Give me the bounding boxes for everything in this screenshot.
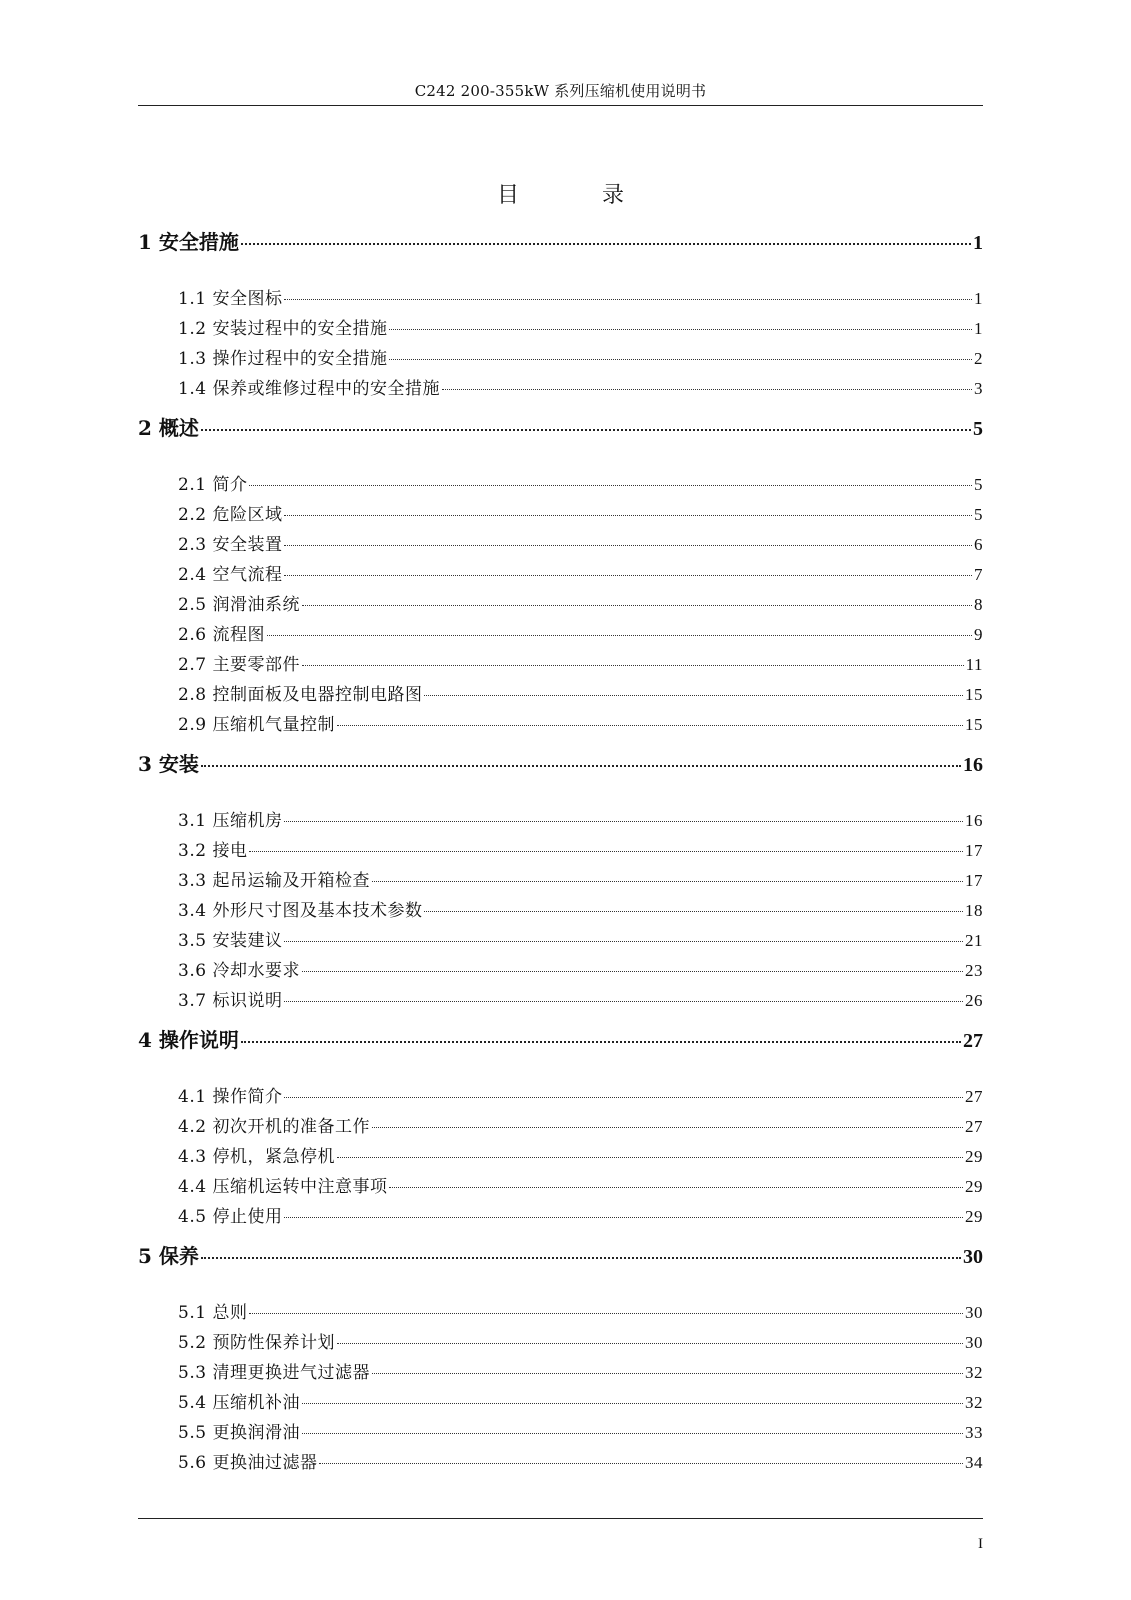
dot-leader xyxy=(201,1257,961,1259)
dot-leader xyxy=(284,1097,963,1098)
toc-subsection-title: 2.4 空气流程 xyxy=(178,565,283,585)
toc-subsection-page: 3 xyxy=(974,379,983,398)
dot-leader xyxy=(372,1373,963,1374)
toc-subsection-title: 3.6 冷却水要求 xyxy=(178,961,300,981)
toc-subsection-title: 3.5 安装建议 xyxy=(178,931,283,951)
toc-subsection-title: 5.3 清理更换进气过滤器 xyxy=(178,1363,370,1383)
toc-section xyxy=(138,1024,983,1232)
footer-rule xyxy=(138,1518,983,1519)
dot-leader xyxy=(424,911,963,912)
toc-section xyxy=(138,226,983,404)
toc-section-title: 3 安装 xyxy=(138,752,199,776)
toc-subsection-title: 5.2 预防性保养计划 xyxy=(178,1333,335,1353)
toc-section xyxy=(138,412,983,740)
toc-subsection-list xyxy=(138,806,983,1016)
dot-leader xyxy=(372,1127,963,1128)
dot-leader xyxy=(284,1001,963,1002)
toc-subsection-entry[interactable] xyxy=(138,1358,983,1388)
dot-leader xyxy=(302,605,972,606)
toc-subsection-title: 5.5 更换润滑油 xyxy=(178,1423,300,1443)
toc-subsection-title: 1.4 保养或维修过程中的安全措施 xyxy=(178,379,440,399)
toc-subsection-title: 1.3 操作过程中的安全措施 xyxy=(178,349,388,369)
page-number: I xyxy=(978,1536,983,1552)
toc-subsection-page: 23 xyxy=(965,961,983,980)
toc-subsection-entry[interactable] xyxy=(138,1202,983,1232)
toc-section xyxy=(138,748,983,1016)
dot-leader xyxy=(249,1313,963,1314)
dot-leader xyxy=(302,1433,963,1434)
toc-section-entry[interactable] xyxy=(138,412,983,446)
toc-section-page: 30 xyxy=(963,1246,983,1268)
toc-subsection-page: 33 xyxy=(965,1423,983,1442)
toc-subsection-page: 2 xyxy=(974,349,983,368)
toc-subsection-title: 4.3 停机，紧急停机 xyxy=(178,1147,335,1167)
toc-subsection-page: 9 xyxy=(974,625,983,644)
toc-subsection-title: 3.3 起吊运输及开箱检查 xyxy=(178,871,370,891)
toc-subsection-title: 2.3 安全装置 xyxy=(178,535,283,555)
toc-section-entry[interactable] xyxy=(138,1240,983,1274)
toc-subsection-entry[interactable] xyxy=(138,1142,983,1172)
dot-leader xyxy=(389,1187,963,1188)
dot-leader xyxy=(319,1463,963,1464)
toc-subsection-title: 5.1 总则 xyxy=(178,1303,248,1323)
toc-subsection-title: 2.7 主要零部件 xyxy=(178,655,300,675)
dot-leader xyxy=(249,851,963,852)
toc-subsection-title: 3.4 外形尺寸图及基本技术参数 xyxy=(178,901,423,921)
toc-subsection-entry[interactable] xyxy=(138,680,983,710)
toc-subsection-title: 2.8 控制面板及电器控制电路图 xyxy=(178,685,423,705)
toc-subsection-page: 17 xyxy=(965,871,983,890)
toc-subsection-entry[interactable] xyxy=(138,284,983,314)
toc-subsection-page: 21 xyxy=(965,931,983,950)
dot-leader xyxy=(284,515,972,516)
toc-subsection-title: 2.6 流程图 xyxy=(178,625,265,645)
toc-subsection-entry[interactable] xyxy=(138,986,983,1016)
toc-section-title: 5 保养 xyxy=(138,1244,199,1268)
toc-section-entry[interactable] xyxy=(138,226,983,260)
toc-subsection-page: 18 xyxy=(965,901,983,920)
toc-subsection-entry[interactable] xyxy=(138,1172,983,1202)
toc-section-page: 1 xyxy=(973,232,983,254)
dot-leader xyxy=(389,359,972,360)
toc-subsection-page: 17 xyxy=(965,841,983,860)
toc-subsection-page: 15 xyxy=(965,715,983,734)
toc-subsection-title: 5.6 更换油过滤器 xyxy=(178,1453,318,1473)
toc-section-entry[interactable] xyxy=(138,1024,983,1058)
toc-subsection-entry[interactable] xyxy=(138,1328,983,1358)
dot-leader xyxy=(284,299,972,300)
toc-section-title: 2 概述 xyxy=(138,416,199,440)
dot-leader xyxy=(337,1157,963,1158)
toc-subsection-page: 29 xyxy=(965,1207,983,1226)
toc-subsection-title: 1.2 安装过程中的安全措施 xyxy=(178,319,388,339)
toc-subsection-page: 1 xyxy=(974,289,983,308)
toc-subsection-entry[interactable] xyxy=(138,836,983,866)
toc-subsection-entry[interactable] xyxy=(138,1388,983,1418)
toc-subsection-page: 32 xyxy=(965,1393,983,1412)
toc-subsection-page: 5 xyxy=(974,475,983,494)
toc-subsection-entry[interactable] xyxy=(138,374,983,404)
dot-leader xyxy=(442,389,972,390)
toc-subsection-page: 15 xyxy=(965,685,983,704)
toc-subsection-page: 30 xyxy=(965,1303,983,1322)
toc-subsection-page: 7 xyxy=(974,565,983,584)
toc-subsection-entry[interactable] xyxy=(138,866,983,896)
toc-subsection-list xyxy=(138,284,983,404)
toc-subsection-page: 6 xyxy=(974,535,983,554)
toc-subsection-entry[interactable] xyxy=(138,650,983,680)
dot-leader xyxy=(389,329,972,330)
toc-subsection-page: 34 xyxy=(965,1453,983,1472)
toc-subsection-entry[interactable] xyxy=(138,1418,983,1448)
dot-leader xyxy=(424,695,963,696)
toc-subsection-page: 29 xyxy=(965,1147,983,1166)
dot-leader xyxy=(302,665,964,666)
dot-leader xyxy=(241,1041,961,1043)
toc-subsection-title: 2.5 润滑油系统 xyxy=(178,595,300,615)
dot-leader xyxy=(201,429,971,431)
toc-subsection-entry[interactable] xyxy=(138,560,983,590)
toc-section-entry[interactable] xyxy=(138,748,983,782)
toc-subsection-page: 26 xyxy=(965,991,983,1010)
dot-leader xyxy=(267,635,972,636)
toc-subsection-entry[interactable] xyxy=(138,314,983,344)
document-header: C242 200-355kW 系列压缩机使用说明书 xyxy=(414,82,707,100)
dot-leader xyxy=(302,971,963,972)
toc-subsection-page: 27 xyxy=(965,1117,983,1136)
toc-subsection-entry[interactable] xyxy=(138,710,983,740)
toc-subsection-page: 1 xyxy=(974,319,983,338)
dot-leader xyxy=(249,485,972,486)
dot-leader xyxy=(284,941,963,942)
dot-leader xyxy=(241,243,971,245)
dot-leader xyxy=(201,765,961,767)
toc-subsection-title: 2.2 危险区域 xyxy=(178,505,283,525)
toc-subsection-title: 4.5 停止使用 xyxy=(178,1207,283,1227)
toc-section-title: 4 操作说明 xyxy=(138,1028,239,1052)
toc-subsection-page: 32 xyxy=(965,1363,983,1382)
dot-leader xyxy=(372,881,963,882)
toc-subsection-entry[interactable] xyxy=(138,1448,983,1478)
dot-leader xyxy=(337,725,963,726)
toc-subsection-entry[interactable] xyxy=(138,470,983,500)
toc-title: 目 录 xyxy=(497,183,662,208)
toc-subsection-title: 4.1 操作简介 xyxy=(178,1087,283,1107)
toc-subsection-title: 2.9 压缩机气量控制 xyxy=(178,715,335,735)
toc-subsection-page: 8 xyxy=(974,595,983,614)
toc-section-title: 1 安全措施 xyxy=(138,230,239,254)
toc-subsection-title: 4.2 初次开机的准备工作 xyxy=(178,1117,370,1137)
toc-section-page: 27 xyxy=(963,1030,983,1052)
toc-subsection-title: 3.2 接电 xyxy=(178,841,248,861)
toc-subsection-entry[interactable] xyxy=(138,500,983,530)
dot-leader xyxy=(337,1343,963,1344)
header-rule xyxy=(138,105,983,106)
toc-subsection-page: 30 xyxy=(965,1333,983,1352)
toc-subsection-title: 3.1 压缩机房 xyxy=(178,811,283,831)
toc-section-page: 16 xyxy=(963,754,983,776)
toc-subsection-entry[interactable] xyxy=(138,956,983,986)
toc-section-page: 5 xyxy=(973,418,983,440)
dot-leader xyxy=(302,1403,963,1404)
toc-subsection-entry[interactable] xyxy=(138,1298,983,1328)
toc-subsection-entry[interactable] xyxy=(138,620,983,650)
toc-section xyxy=(138,1240,983,1478)
dot-leader xyxy=(284,575,972,576)
table-of-contents xyxy=(138,226,983,1486)
toc-subsection-entry[interactable] xyxy=(138,344,983,374)
toc-subsection-list xyxy=(138,1298,983,1478)
dot-leader xyxy=(284,821,963,822)
toc-subsection-title: 4.4 压缩机运转中注意事项 xyxy=(178,1177,388,1197)
toc-subsection-page: 16 xyxy=(965,811,983,830)
dot-leader xyxy=(284,545,972,546)
toc-subsection-page: 5 xyxy=(974,505,983,524)
toc-subsection-page: 27 xyxy=(965,1087,983,1106)
toc-subsection-entry[interactable] xyxy=(138,926,983,956)
dot-leader xyxy=(284,1217,963,1218)
toc-subsection-entry[interactable] xyxy=(138,896,983,926)
toc-subsection-title: 2.1 简介 xyxy=(178,475,248,495)
toc-subsection-entry[interactable] xyxy=(138,590,983,620)
toc-subsection-title: 1.1 安全图标 xyxy=(178,289,283,309)
toc-subsection-list xyxy=(138,1082,983,1232)
toc-subsection-entry[interactable] xyxy=(138,530,983,560)
toc-subsection-page: 29 xyxy=(965,1177,983,1196)
toc-subsection-entry[interactable] xyxy=(138,806,983,836)
toc-subsection-page: 11 xyxy=(965,655,983,674)
toc-subsection-title: 5.4 压缩机补油 xyxy=(178,1393,300,1413)
toc-subsection-entry[interactable] xyxy=(138,1082,983,1112)
toc-subsection-list xyxy=(138,470,983,740)
toc-subsection-title: 3.7 标识说明 xyxy=(178,991,283,1011)
toc-subsection-entry[interactable] xyxy=(138,1112,983,1142)
